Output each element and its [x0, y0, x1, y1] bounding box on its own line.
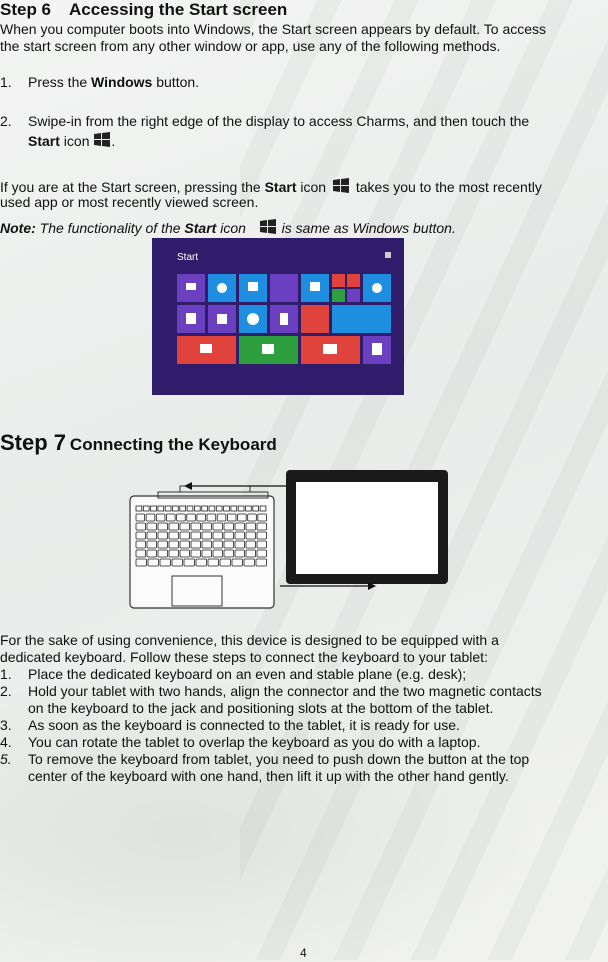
step6-number: Step 6 [0, 0, 52, 19]
food-icon [280, 313, 288, 325]
step7-heading [0, 430, 277, 458]
item1-text: Press the Windows button. [28, 74, 200, 90]
list-item-number: 1. [0, 666, 12, 682]
list-item-text: Hold your tablet with two hands, align the connector and the two magnetic contacts [28, 683, 542, 699]
step6-para-line2: used app or most recently viewed screen. [0, 194, 259, 210]
step6-title: Accessing the Start screen [69, 0, 288, 19]
item1-number: 1. [0, 74, 12, 90]
list-item-number: 5. [0, 751, 12, 767]
trophy-icon [372, 343, 382, 355]
start-screen-illustration [152, 238, 404, 395]
keyboard-tablet-image [128, 466, 450, 610]
windows-start-icon [93, 131, 111, 148]
list-item-number: 3. [0, 717, 12, 733]
ie-icon [247, 313, 259, 325]
tablet-screen [296, 482, 438, 574]
sun-icon [372, 283, 382, 293]
weather-icon [217, 283, 227, 293]
item2-line1: Swipe-in from the right edge of the display to access Charms, and then touch the [28, 113, 530, 129]
list-item-text: on the keyboard to the jack and positioning slots at the bottom of the tablet. [28, 700, 494, 716]
step7-intro-line2: dedicated keyboard. Follow these steps to connect the keyboard to your tablet: [0, 649, 488, 665]
step6-intro-line1: When you computer boots into Windows, the Start screen appears by default. To access [0, 21, 547, 37]
list-item-number: 4. [0, 734, 12, 750]
item2-number: 2. [0, 113, 12, 129]
start-screen-title: Start [177, 252, 199, 263]
reading-icon [323, 344, 337, 354]
list-item-text: To remove the keyboard from tablet, you need to push down the button at the top [28, 751, 530, 767]
photos-icon [248, 282, 258, 291]
page-number: 4 [300, 946, 307, 960]
list-item-text: center of the keyboard with one hand, then lift it up with the other hand gently. [28, 768, 509, 784]
user-avatar-icon [385, 252, 391, 258]
step6-note: Note: The functionality of the Start icon is same as Windows button. [0, 220, 456, 236]
list-item-text: Place the dedicated keyboard on an even and stable plane (e.g. desk); [28, 666, 467, 682]
arrow-left [184, 482, 192, 490]
step6-intro-line2: the start screen from any other window or app, use any of the following methods. [0, 38, 501, 54]
calendar-icon [186, 313, 196, 324]
keyboard-tablet-illustration [128, 466, 450, 610]
start-screen-image [152, 238, 404, 395]
step7-number: Step 7 [0, 430, 67, 455]
list-item-number: 2. [0, 683, 12, 699]
note-label: Note: [0, 220, 36, 236]
list-item-text: As soon as the keyboard is connected to the tablet, it is ready for use. [28, 717, 460, 733]
step6-para-line1: If you are at the Start screen, pressing the Start icon takes you to the most recently [0, 179, 542, 195]
people-icon [200, 344, 212, 353]
step6-heading [0, 1, 287, 18]
windows-start-icon [330, 177, 352, 194]
windows-start-icon [250, 218, 278, 235]
mail-icon [186, 283, 196, 290]
list-item-text: You can rotate the tablet to overlap the keyboard as you do with a laptop. [28, 734, 481, 750]
step7-title: Connecting the Keyboard [69, 435, 277, 454]
step7-intro-line1: For the sake of using convenience, this device is designed to be equipped with a [0, 632, 499, 648]
store-icon [310, 282, 320, 291]
news-icon [217, 314, 227, 324]
office-icon [262, 344, 274, 354]
